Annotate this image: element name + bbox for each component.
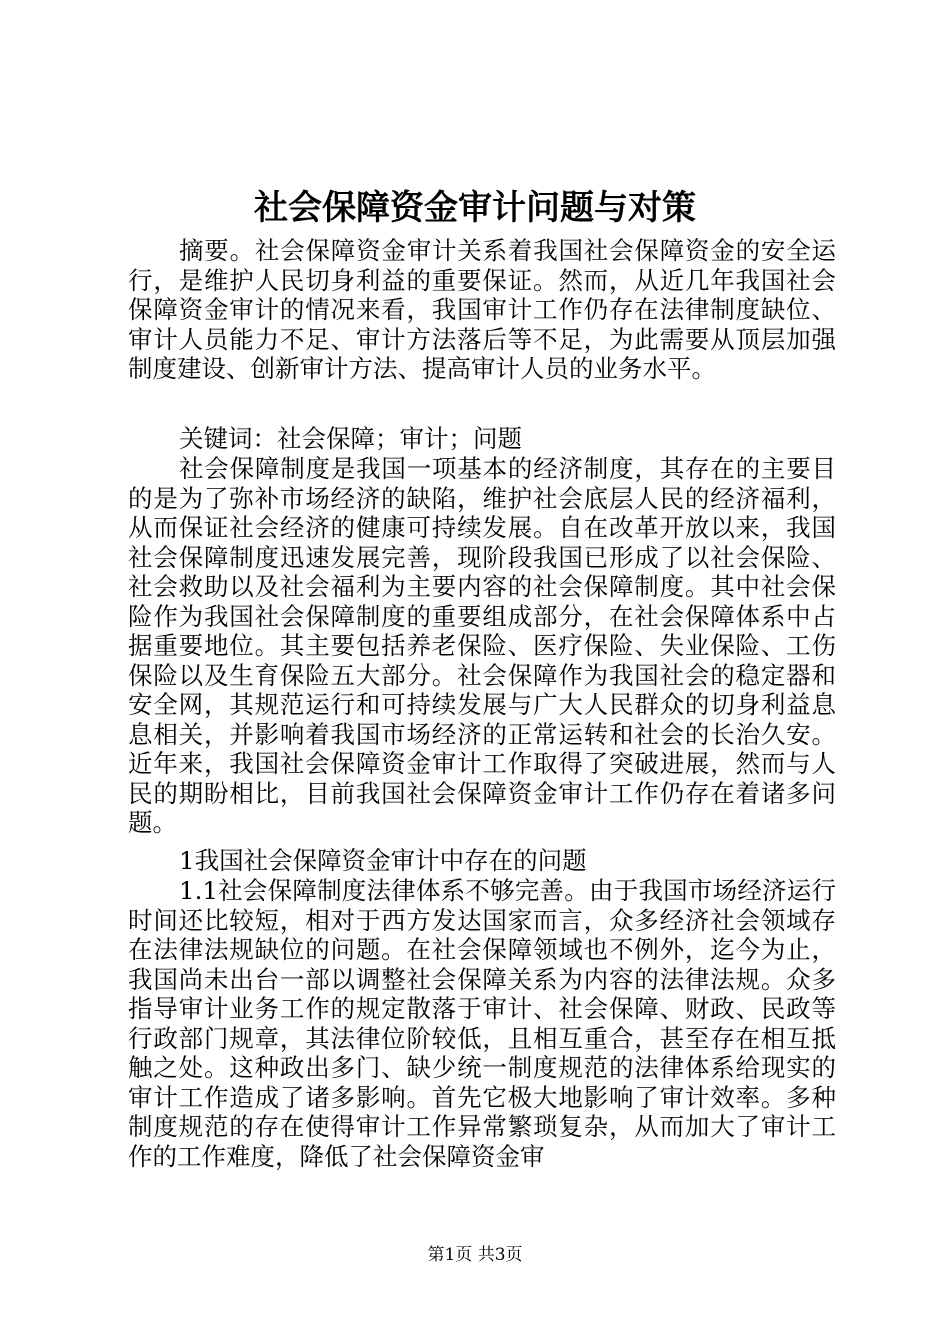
section-heading: 1我国社会保障资金审计中存在的问题 bbox=[179, 846, 587, 875]
keywords-line: 关键词：社会保障；审计；问题 bbox=[179, 424, 522, 453]
document-title: 社会保障资金审计问题与对策 bbox=[254, 188, 696, 228]
abstract-paragraph: 摘要。社会保障资金审计关系着我国社会保障资金的安全运行，是维护人民切身利益的重要保证。然而，从近几年我国社会保障资金审计的情况来看，我国审计工作仍存在法律制度缺位、审计人员能力不足、审计方法落后等不足，为此需要从顶层加强制度建设、创新审计方法、提高审计人员的业务水平。 bbox=[128, 236, 836, 383]
body-paragraph-1: 社会保障制度是我国一项基本的经济制度，其存在的主要目的是为了弥补市场经济的缺陷，维护社会底层人民的经济福利，从而保证社会经济的健康可持续发展。自在改革开放以来，我国社会保障制度迅速发展完善，现阶段我国已形成了以社会保险、社会救助以及社会福利为主要内容的社会保障制度。其中社会保险作为我国社会保障制度的重要组成部分，在社会保障体系中占据重要地位。其主要包括养老保险、医疗保险、失业保险、工伤保险以及生育保险五大部分。社会保障作为我国社会的稳定器和安全网，其规范运行和可持续发展与广大人民群众的切身利益息息相关，并影响着我国市场经济的正常运转和社会的长治久安。近年来，我国社会保障资金审计工作取得了突破进展，然而与人民的期盼相比，目前我国社会保障资金审计工作仍存在着诸多问题。 bbox=[128, 454, 836, 837]
page-footer: 第1页 共3页 bbox=[427, 1245, 523, 1265]
body-paragraph-2: 1.1社会保障制度法律体系不够完善。由于我国市场经济运行时间还比较短，相对于西方发达国家而言，众多经济社会领域存在法律法规缺位的问题。在社会保障领域也不例外，迄今为止，我国尚未出台一部以调整社会保障关系为内容的法律法规。众多指导审计业务工作的规定散落于审计、社会保障、财政、民政等行政部门规章，其法律位阶较低，且相互重合，甚至存在相互抵触之处。这种政出多门、缺少统一制度规范的法律体系给现实的审计工作造成了诸多影响。首先它极大地影响了审计效率。多种制度规范的存在使得审计工作异常繁琐复杂，从而加大了审计工作的工作难度，降低了社会保障资金审 bbox=[128, 876, 836, 1171]
